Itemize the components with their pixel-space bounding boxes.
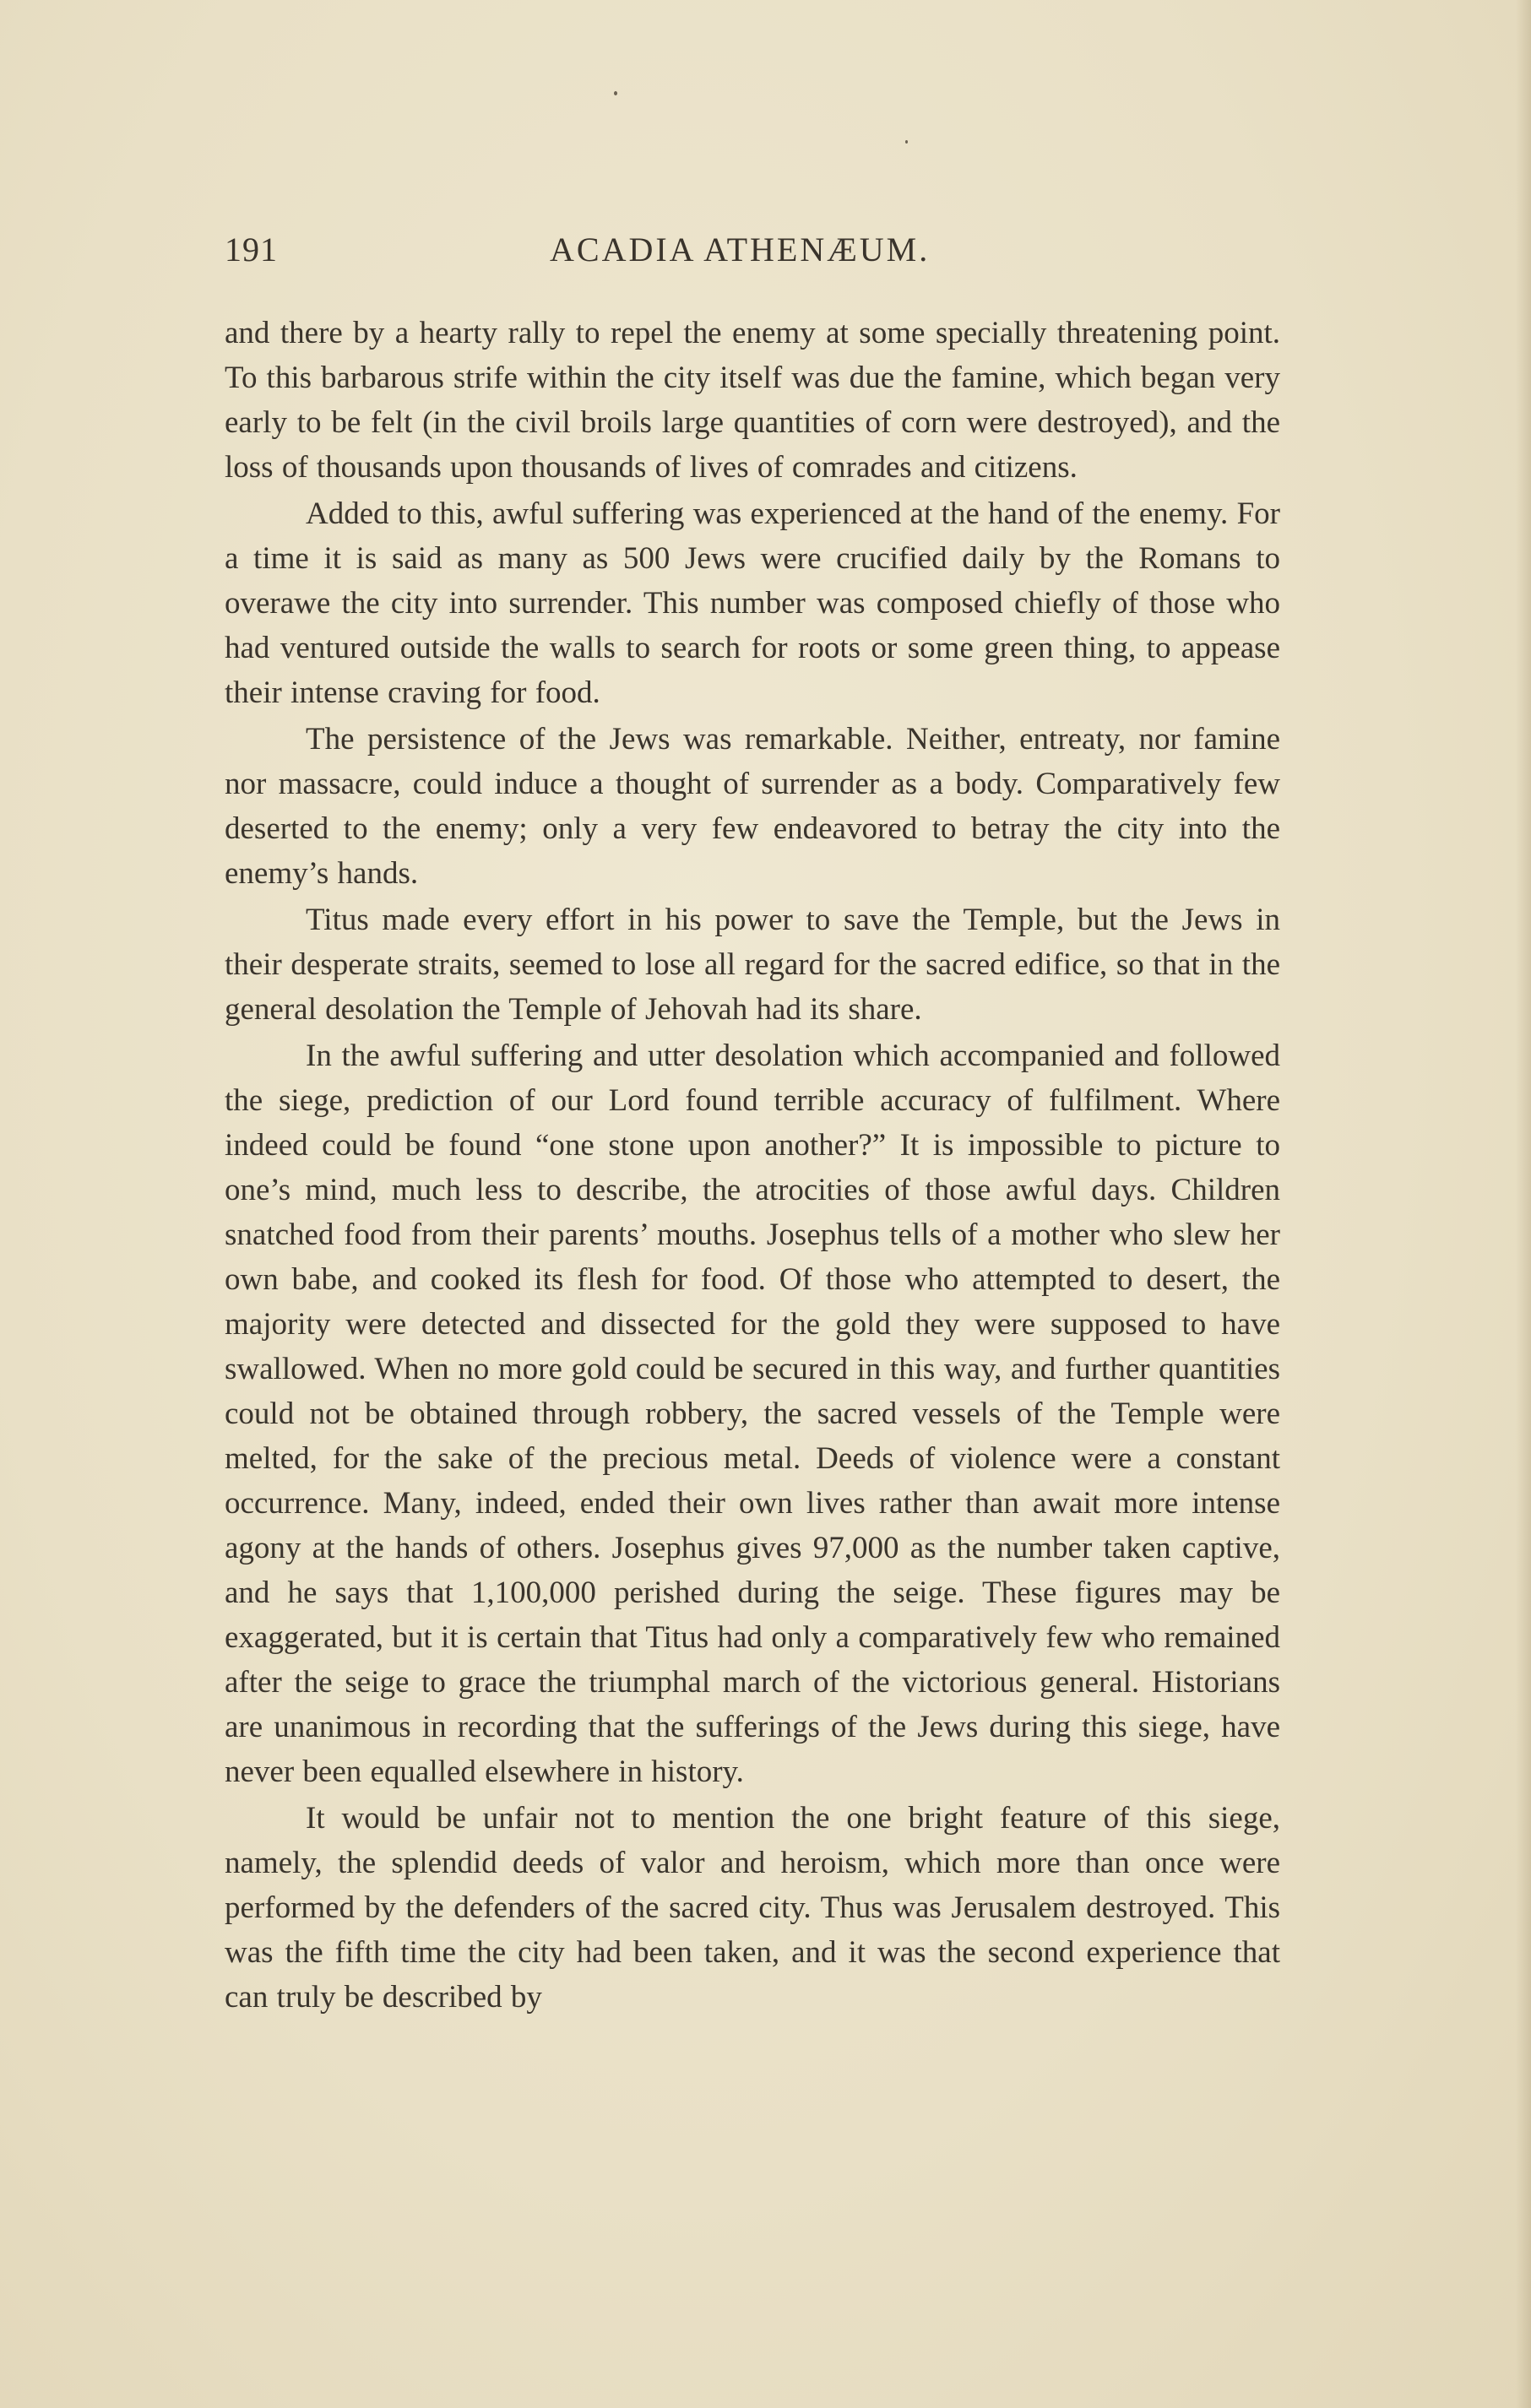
paragraph: Titus made every effort in his power to save the Temple, but the Jews in their desperate straits, seemed to lose all regard for the sacred edifice, so that in the general desolation the Temple of Jehovah had its share. (225, 903, 1280, 1027)
paper-speck (614, 91, 617, 95)
paragraph: Added to this, awful suffering was experienced at the hand of the enemy. For a time it is said as many as 500 Jews were crucified daily by the Romans to overawe the city into surrender. This number was composed chiefly of those who had ventured outside the walls to search for roots or some green thing, to appease their intense craving for food. (225, 496, 1280, 710)
paragraph: The persistence of the Jews was remarkable. Neither, entreaty, nor famine nor massacre, could induce a thought of surrender as a body. Comparatively few deserted to the enemy; only a very few endeavored to betray the city into the enemy’s hands. (225, 722, 1280, 891)
paper-speck (905, 140, 908, 144)
paragraph-continued: and there by a hearty rally to repel the enemy at some specially threatening point. To this barbarous strife within the city itself was due the famine, which began very early to be felt (in the civil broils large quantities of corn were destroyed), and the loss of thousands upon thousands of lives of comrades and citizens. (225, 316, 1280, 485)
paragraph: It would be unfair not to mention the one bright feature of this siege, namely, the splendid deeds of valor and heroism, which more than once were performed by the defenders of the sacred city. Thus was Jerusalem destroyed. This was the fifth time the city had been taken, and it was the second experience that can truly be described by (225, 1801, 1280, 2015)
page-header (225, 230, 1280, 280)
running-title: ACADIA ATHENÆUM. (550, 230, 931, 268)
paragraph: In the awful suffering and utter desolation which accompanied and followed the siege, prediction of our Lord found terrible accuracy of fulfilment. Where indeed could be found “one stone upon another?” It is impossible to picture to one’s mind, much less to describe, the atrocities of those awful days. Children snatched food from their parents’ mouths. Josephus tells of a mother who slew her own babe, and cooked its flesh for food. Of those who attempted to desert, the majority were detected and dissected for the gold they were supposed to have swallowed. When no more gold could be secured in this way, and further quantities could not be obtained through robbery, the sacred vessels of the Temple were melted, for the sake of the precious metal. Deeds of violence were a constant occurrence. Many, indeed, ended their own lives rather than await more intense agony at the hands of others. Josephus gives 97,000 as the number taken captive, and he says that 1,100,000 perished during the seige. These figures may be exaggerated, but it is certain that Titus had only a comparatively few who remained after the seige to grace the triumphal march of the victorious general. Historians are unanimous in recording that the sufferings of the Jews during this siege, have never been equalled elsewhere in history. (225, 1039, 1280, 1789)
page-edge-shadow (1516, 0, 1531, 2408)
article-body (225, 311, 1280, 2021)
page-number: 191 (225, 230, 278, 268)
